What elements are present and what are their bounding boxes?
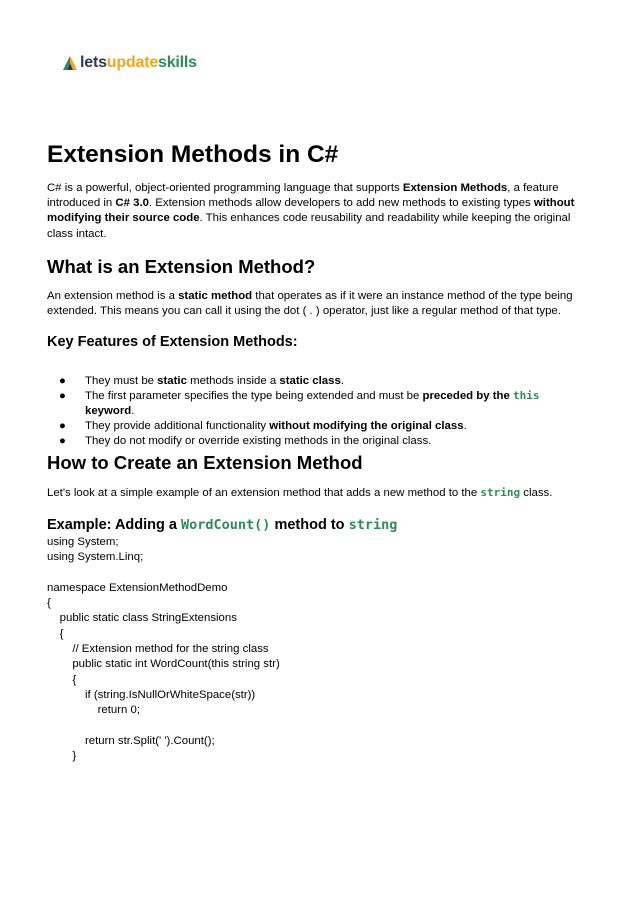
inline-code: string xyxy=(348,517,398,533)
inline-code: string xyxy=(480,486,521,499)
code-line: // Extension method for the string class xyxy=(47,643,269,656)
brand-logo[interactable] xyxy=(62,53,197,73)
code-line: } xyxy=(47,750,77,763)
list-item: ● They do not modify or override existing methods in the original class. xyxy=(59,435,432,448)
list-item: ● The first parameter specifies the type being extended and must be preceded by the this keyword. xyxy=(59,389,540,417)
code-line: if (string.IsNullOrWhiteSpace(str)) xyxy=(47,688,256,701)
code-line: return 0; xyxy=(47,704,141,717)
list-item: ● They must be static methods inside a static class. xyxy=(59,375,344,387)
code-line: { xyxy=(47,597,51,610)
inline-code: WordCount() xyxy=(181,517,271,533)
code-line: using System; xyxy=(47,536,119,548)
logo-wordmark: letsupdateskills xyxy=(80,54,197,71)
code-line: namespace ExtensionMethodDemo xyxy=(47,581,228,594)
features-list xyxy=(47,374,587,449)
code-line: { xyxy=(47,673,77,686)
code-line xyxy=(47,719,280,734)
code-line: public static int WordCount(this string str) xyxy=(47,658,280,671)
how-to-paragraph: Let's look at a simple example of an extension method that adds a new method to the string class. xyxy=(47,486,553,499)
code-line: { xyxy=(47,627,64,640)
logo-mark-icon xyxy=(62,55,78,71)
example-heading: Example: Adding a WordCount() method to string xyxy=(47,517,398,533)
section-heading-how-to: How to Create an Extension Method xyxy=(47,452,363,473)
definition-paragraph: An extension method is a static method that operates as if it were an instance method of the type being extended. This means you can call it using the dot ( . ) operator, just like a regular method of that type. xyxy=(47,290,573,318)
code-line: public static class StringExtensions xyxy=(47,612,237,625)
inline-code: this xyxy=(513,389,540,403)
intro-paragraph: C# is a powerful, object-oriented programming language that supports Extension Methods, a feature introduced in C# 3.0. Extension methods allow developers to add new methods to existing types without modifying their source code. This enhances code reusability and readability while keeping the original class intact. xyxy=(47,182,575,240)
code-line xyxy=(47,566,280,581)
page-title: Extension Methods in C# xyxy=(47,141,339,168)
list-item: ● They provide additional functionality without modifying the original class. xyxy=(59,419,467,432)
section-heading-what-is: What is an Extension Method? xyxy=(47,256,316,277)
code-block xyxy=(47,535,280,764)
code-line: using System.Linq; xyxy=(47,551,144,564)
key-features-heading: Key Features of Extension Methods: xyxy=(47,334,298,350)
code-line: return str.Split(' ').Count(); xyxy=(47,734,215,747)
